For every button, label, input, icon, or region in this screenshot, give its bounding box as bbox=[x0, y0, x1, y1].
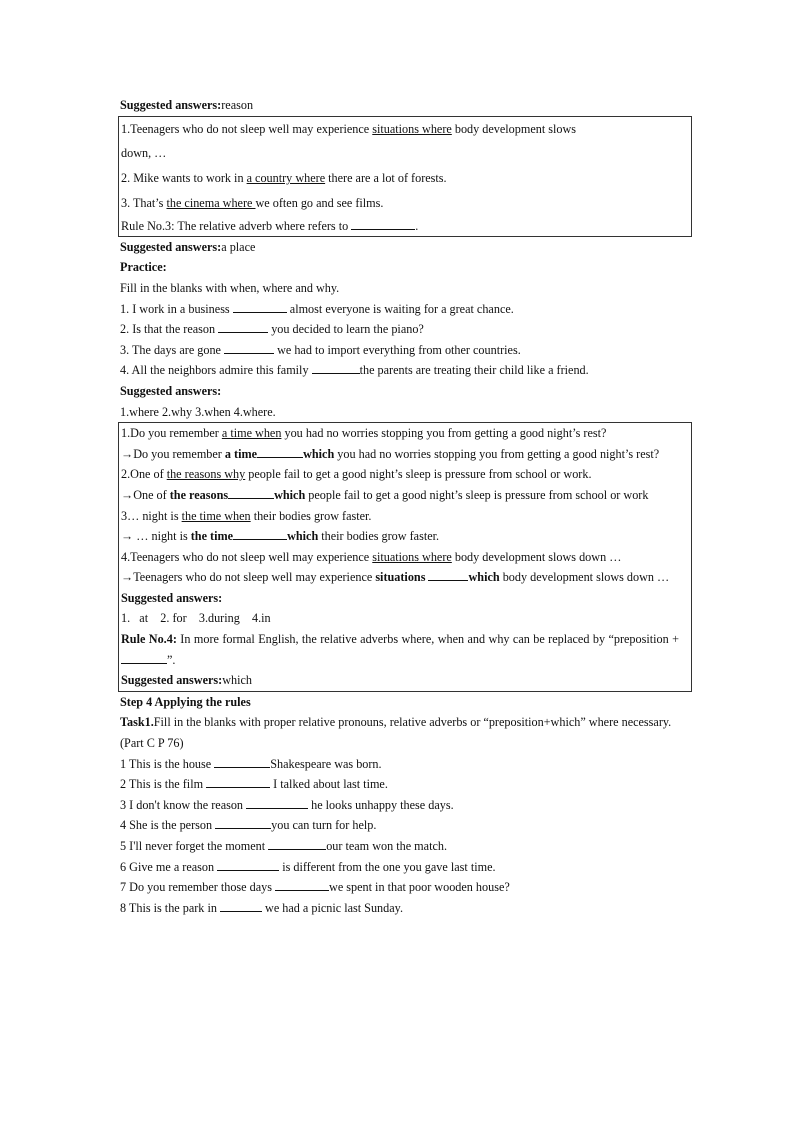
blank bbox=[217, 858, 279, 871]
task1-item-7: 7 Do you remember those days we spent in that poor wooden house? bbox=[120, 880, 510, 895]
box2-p2: →Do you remember a time which you had no worries stopping you from getting a good night’s rest? bbox=[121, 446, 660, 461]
suggested-answers-reason: Suggested answers:reason bbox=[120, 98, 254, 112]
box2-p4: →One of the reasons which people fail to get a good night’s sleep is pressure from school or work bbox=[121, 487, 649, 502]
practice-instruction: Fill in the blanks with when, where and why. bbox=[120, 280, 340, 295]
practice-q2: 2. Is that the reason you decided to learn the piano? bbox=[120, 322, 424, 337]
suggested-answers-a-place: Suggested answers:a place bbox=[120, 239, 256, 254]
blank bbox=[233, 527, 287, 540]
rule-3-box bbox=[118, 116, 692, 237]
box2-p1: 1.Do you remember a time when you had no worries stopping you from getting a good night’s rest? bbox=[121, 426, 607, 441]
task1-item-8: 8 This is the park in we had a picnic last Sunday. bbox=[120, 900, 404, 915]
blank bbox=[428, 568, 468, 581]
suggested-answers-practice-label: Suggested answers: bbox=[120, 383, 222, 398]
blank bbox=[312, 361, 360, 374]
box2-suggested-label: Suggested answers: bbox=[121, 590, 223, 605]
task1-instruction: Task1.Fill in the blanks with proper relative pronouns, relative adverbs or “preposition+which” where necessary. (Part C P 76) bbox=[120, 715, 672, 751]
box2-p5: 3… night is the time when their bodies grow faster. bbox=[121, 508, 372, 523]
suggested-answers-practice-value: 1.where 2.why 3.when 4.where. bbox=[120, 404, 276, 419]
rule-4-box bbox=[118, 422, 692, 692]
task1-item-6: 6 Give me a reason is different from the one you gave last time. bbox=[120, 859, 496, 874]
blank bbox=[121, 651, 167, 664]
blank bbox=[275, 878, 329, 891]
box2-p3: 2.One of the reasons why people fail to get a good night’s sleep is pressure from school or work. bbox=[121, 467, 592, 482]
blank bbox=[351, 217, 415, 230]
blank bbox=[220, 899, 262, 912]
blank bbox=[228, 486, 274, 499]
blank bbox=[257, 445, 303, 458]
box2-suggested-2: Suggested answers:which bbox=[121, 673, 253, 688]
blank bbox=[218, 320, 268, 333]
box2-p6: → … night is the time which their bodies grow faster. bbox=[121, 529, 440, 544]
blank bbox=[268, 837, 326, 850]
task1-item-1: 1 This is the house Shakespeare was born. bbox=[120, 756, 382, 771]
practice-q4: 4. All the neighbors admire this family the parents are treating their child like a friend. bbox=[120, 363, 589, 378]
blank bbox=[224, 341, 274, 354]
box1-line-4: 3. That’s the cinema where we often go and see films. bbox=[121, 195, 384, 210]
box2-p7: 4.Teenagers who do not sleep well may experience situations where body development slows down … bbox=[121, 549, 622, 564]
blank bbox=[246, 796, 308, 809]
rule-4-line: Rule No.4: In more formal English, the relative adverbs where, when and why can be replaced by “preposition + ”. bbox=[121, 632, 679, 667]
box1-line-3: 2. Mike wants to work in a country where there are a lot of forests. bbox=[121, 171, 447, 186]
rule-3-line: Rule No.3: The relative adverb where refers to . bbox=[121, 218, 419, 233]
task1-item-2: 2 This is the film I talked about last time. bbox=[120, 777, 388, 792]
practice-title: Practice: bbox=[120, 260, 167, 275]
step4-title: Step 4 Applying the rules bbox=[120, 694, 251, 709]
task1-item-5: 5 I'll never forget the moment our team won the match. bbox=[120, 839, 448, 853]
task1-item-4: 4 She is the person you can turn for help. bbox=[120, 818, 377, 833]
box2-p8: →Teenagers who do not sleep well may experience situations which body development slows down … bbox=[121, 570, 670, 585]
practice-q1: 1. I work in a business almost everyone is waiting for a great chance. bbox=[120, 301, 514, 316]
task1-item-3: 3 I don't know the reason he looks unhappy these days. bbox=[120, 797, 454, 812]
blank bbox=[215, 816, 271, 829]
blank bbox=[233, 300, 287, 313]
box1-line-1: 1.Teenagers who do not sleep well may experience situations where body development slows bbox=[121, 121, 577, 136]
blank bbox=[214, 755, 270, 768]
blank bbox=[206, 775, 270, 788]
worksheet-page bbox=[120, 95, 690, 918]
box2-suggested-value: 1. at 2. for 3.during 4.in bbox=[121, 611, 271, 626]
practice-q3: 3. The days are gone we had to import everything from other countries. bbox=[120, 342, 521, 357]
box1-line-2: down, … bbox=[121, 146, 167, 161]
